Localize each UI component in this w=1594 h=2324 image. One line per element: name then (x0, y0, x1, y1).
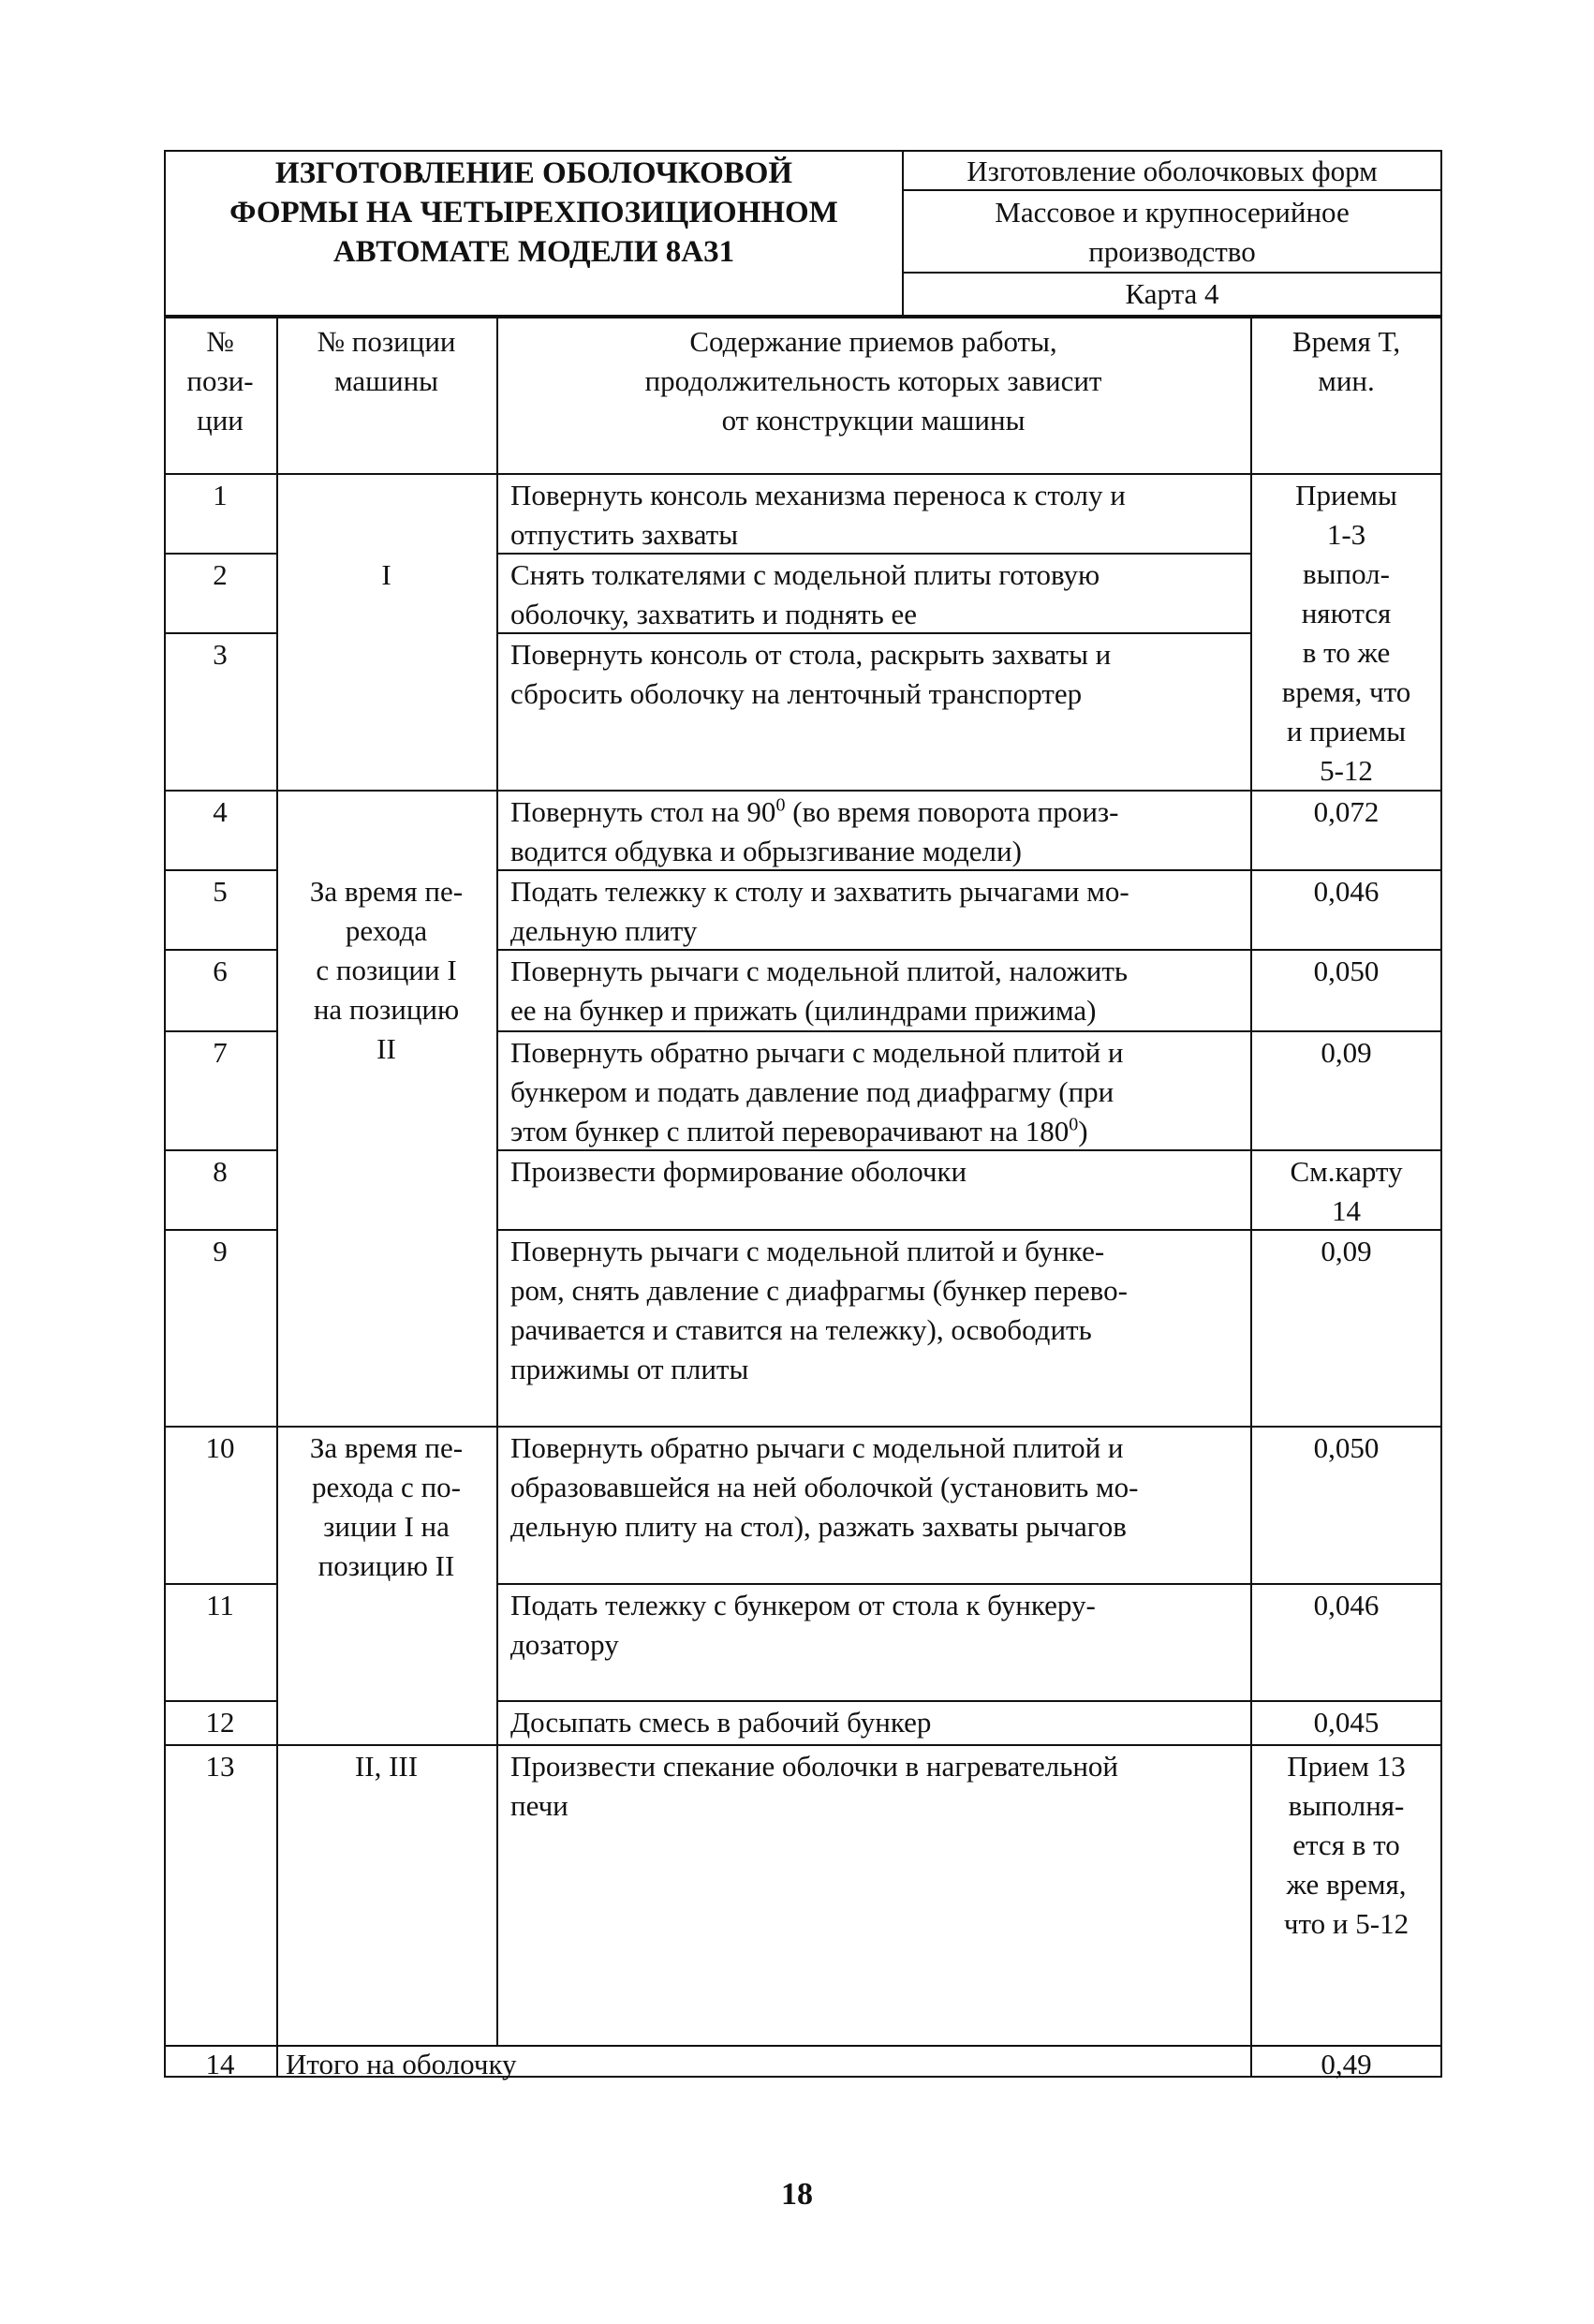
operation-text: Повернуть обратно рычаги с модельной плитой и бункером и подать давление под диафрагму (при этом бункер с плитой переворачивают на $180^0$) (510, 1036, 1124, 1147)
col-header-content: Содержание приемов работы, продолжительность которых зависит от конструкции машины (644, 325, 1102, 437)
row-number: 11 (206, 1589, 234, 1621)
operation-text: Досыпать смесь в рабочий бункер (510, 1706, 932, 1739)
time-value: Прием 13 выполня- ется в то же время, что и 5-12 (1283, 1750, 1410, 1940)
time-value: 0,050 (1313, 1431, 1380, 1464)
total-time: 0,49 (1321, 2048, 1372, 2080)
row-number: 2 (213, 558, 228, 591)
machine-position-group-10-12: За время пе- рехода с по- зиции I на позицию II (309, 1431, 464, 1582)
total-label: Итого на оболочку (286, 2048, 517, 2080)
row-number: 10 (205, 1431, 235, 1464)
production-type: Массовое и крупносерийное производство (995, 196, 1350, 268)
row-number: 12 (205, 1706, 235, 1739)
operation-text: Снять толкателями с модельной плиты готовую оболочку, захватить и поднять ее (510, 558, 1100, 630)
row-number: 9 (213, 1235, 228, 1267)
operation-text: Произвести спекание оболочки в нагревательной печи (510, 1750, 1119, 1822)
col-header-position-number: № пози- ции (186, 325, 254, 437)
process-name: Изготовление оболочковых форм (967, 155, 1378, 187)
row-number: 6 (213, 955, 228, 987)
machine-position-group-4-9: За время пе- рехода с позиции I на позицию II (309, 875, 464, 1065)
operation-text: Подать тележку к столу и захватить рычагами мо- дельную плиту (510, 875, 1129, 947)
page-number: 18 (781, 2177, 813, 2212)
degree-superscript: 0 (775, 794, 786, 816)
time-value: 0,09 (1321, 1036, 1372, 1069)
col-header-machine-position: № позиции машины (317, 325, 456, 397)
operation-text: Произвести формирование оболочки (510, 1155, 967, 1188)
time-value: См.карту 14 (1290, 1155, 1403, 1227)
time-value: 0,050 (1313, 955, 1380, 987)
operation-text: Повернуть обратно рычаги с модельной плитой и образовавшейся на ней оболочкой (установить мо- дельную плиту на стол), разжать захваты рычагов (510, 1431, 1139, 1543)
time-group-1-3: Приемы 1-3 выпол- няются в то же время, что и приемы 5-12 (1281, 479, 1411, 787)
document-title: ИЗГОТОВЛЕНИЕ ОБОЛОЧКОВОЙ ФОРМЫ НА ЧЕТЫРЕХПОЗИЦИОННОМ АВТОМАТЕ МОДЕЛИ 8А31 (229, 156, 838, 269)
row-number: 13 (205, 1750, 235, 1783)
time-value: 0,09 (1321, 1235, 1372, 1267)
row-number: 1 (213, 479, 228, 511)
row-number: 3 (213, 638, 228, 671)
row-number: 7 (213, 1036, 228, 1069)
row-number: 14 (205, 2048, 235, 2080)
operation-text: Повернуть консоль от стола, раскрыть захваты и сбросить оболочку на ленточный транспортер (510, 638, 1112, 710)
col-header-time: Время Т, мин. (1291, 325, 1401, 397)
machine-position-group-1-3: I (381, 558, 391, 591)
row-number: 4 (213, 795, 228, 828)
card-number: Карта 4 (1125, 277, 1219, 310)
time-value: 0,046 (1313, 875, 1380, 908)
degree-superscript: 0 (1069, 1114, 1079, 1135)
operation-text: Повернуть стол на $90^0$ (во время поворота произ- водится обдувка и обрызгивание модели) (510, 794, 1119, 867)
time-value: 0,072 (1313, 795, 1380, 828)
row-number: 5 (213, 875, 228, 908)
operation-text: Подать тележку с бункером от стола к бункеру- дозатору (510, 1589, 1096, 1661)
time-value: 0,046 (1313, 1589, 1380, 1621)
machine-position-group-13: II, III (354, 1750, 419, 1783)
operation-text: Повернуть рычаги с модельной плитой, наложить ее на бункер и прижать (цилиндрами прижима) (510, 955, 1129, 1027)
operation-text: Повернуть консоль механизма переноса к столу и отпустить захваты (510, 479, 1126, 551)
operation-text: Повернуть рычаги с модельной плитой и бунке- ром, снять давление с диафрагмы (бункер перево- рачивается и ставится на тележку), освободить прижимы от плиты (510, 1235, 1128, 1385)
row-number: 8 (213, 1155, 228, 1188)
time-value: 0,045 (1313, 1706, 1380, 1739)
